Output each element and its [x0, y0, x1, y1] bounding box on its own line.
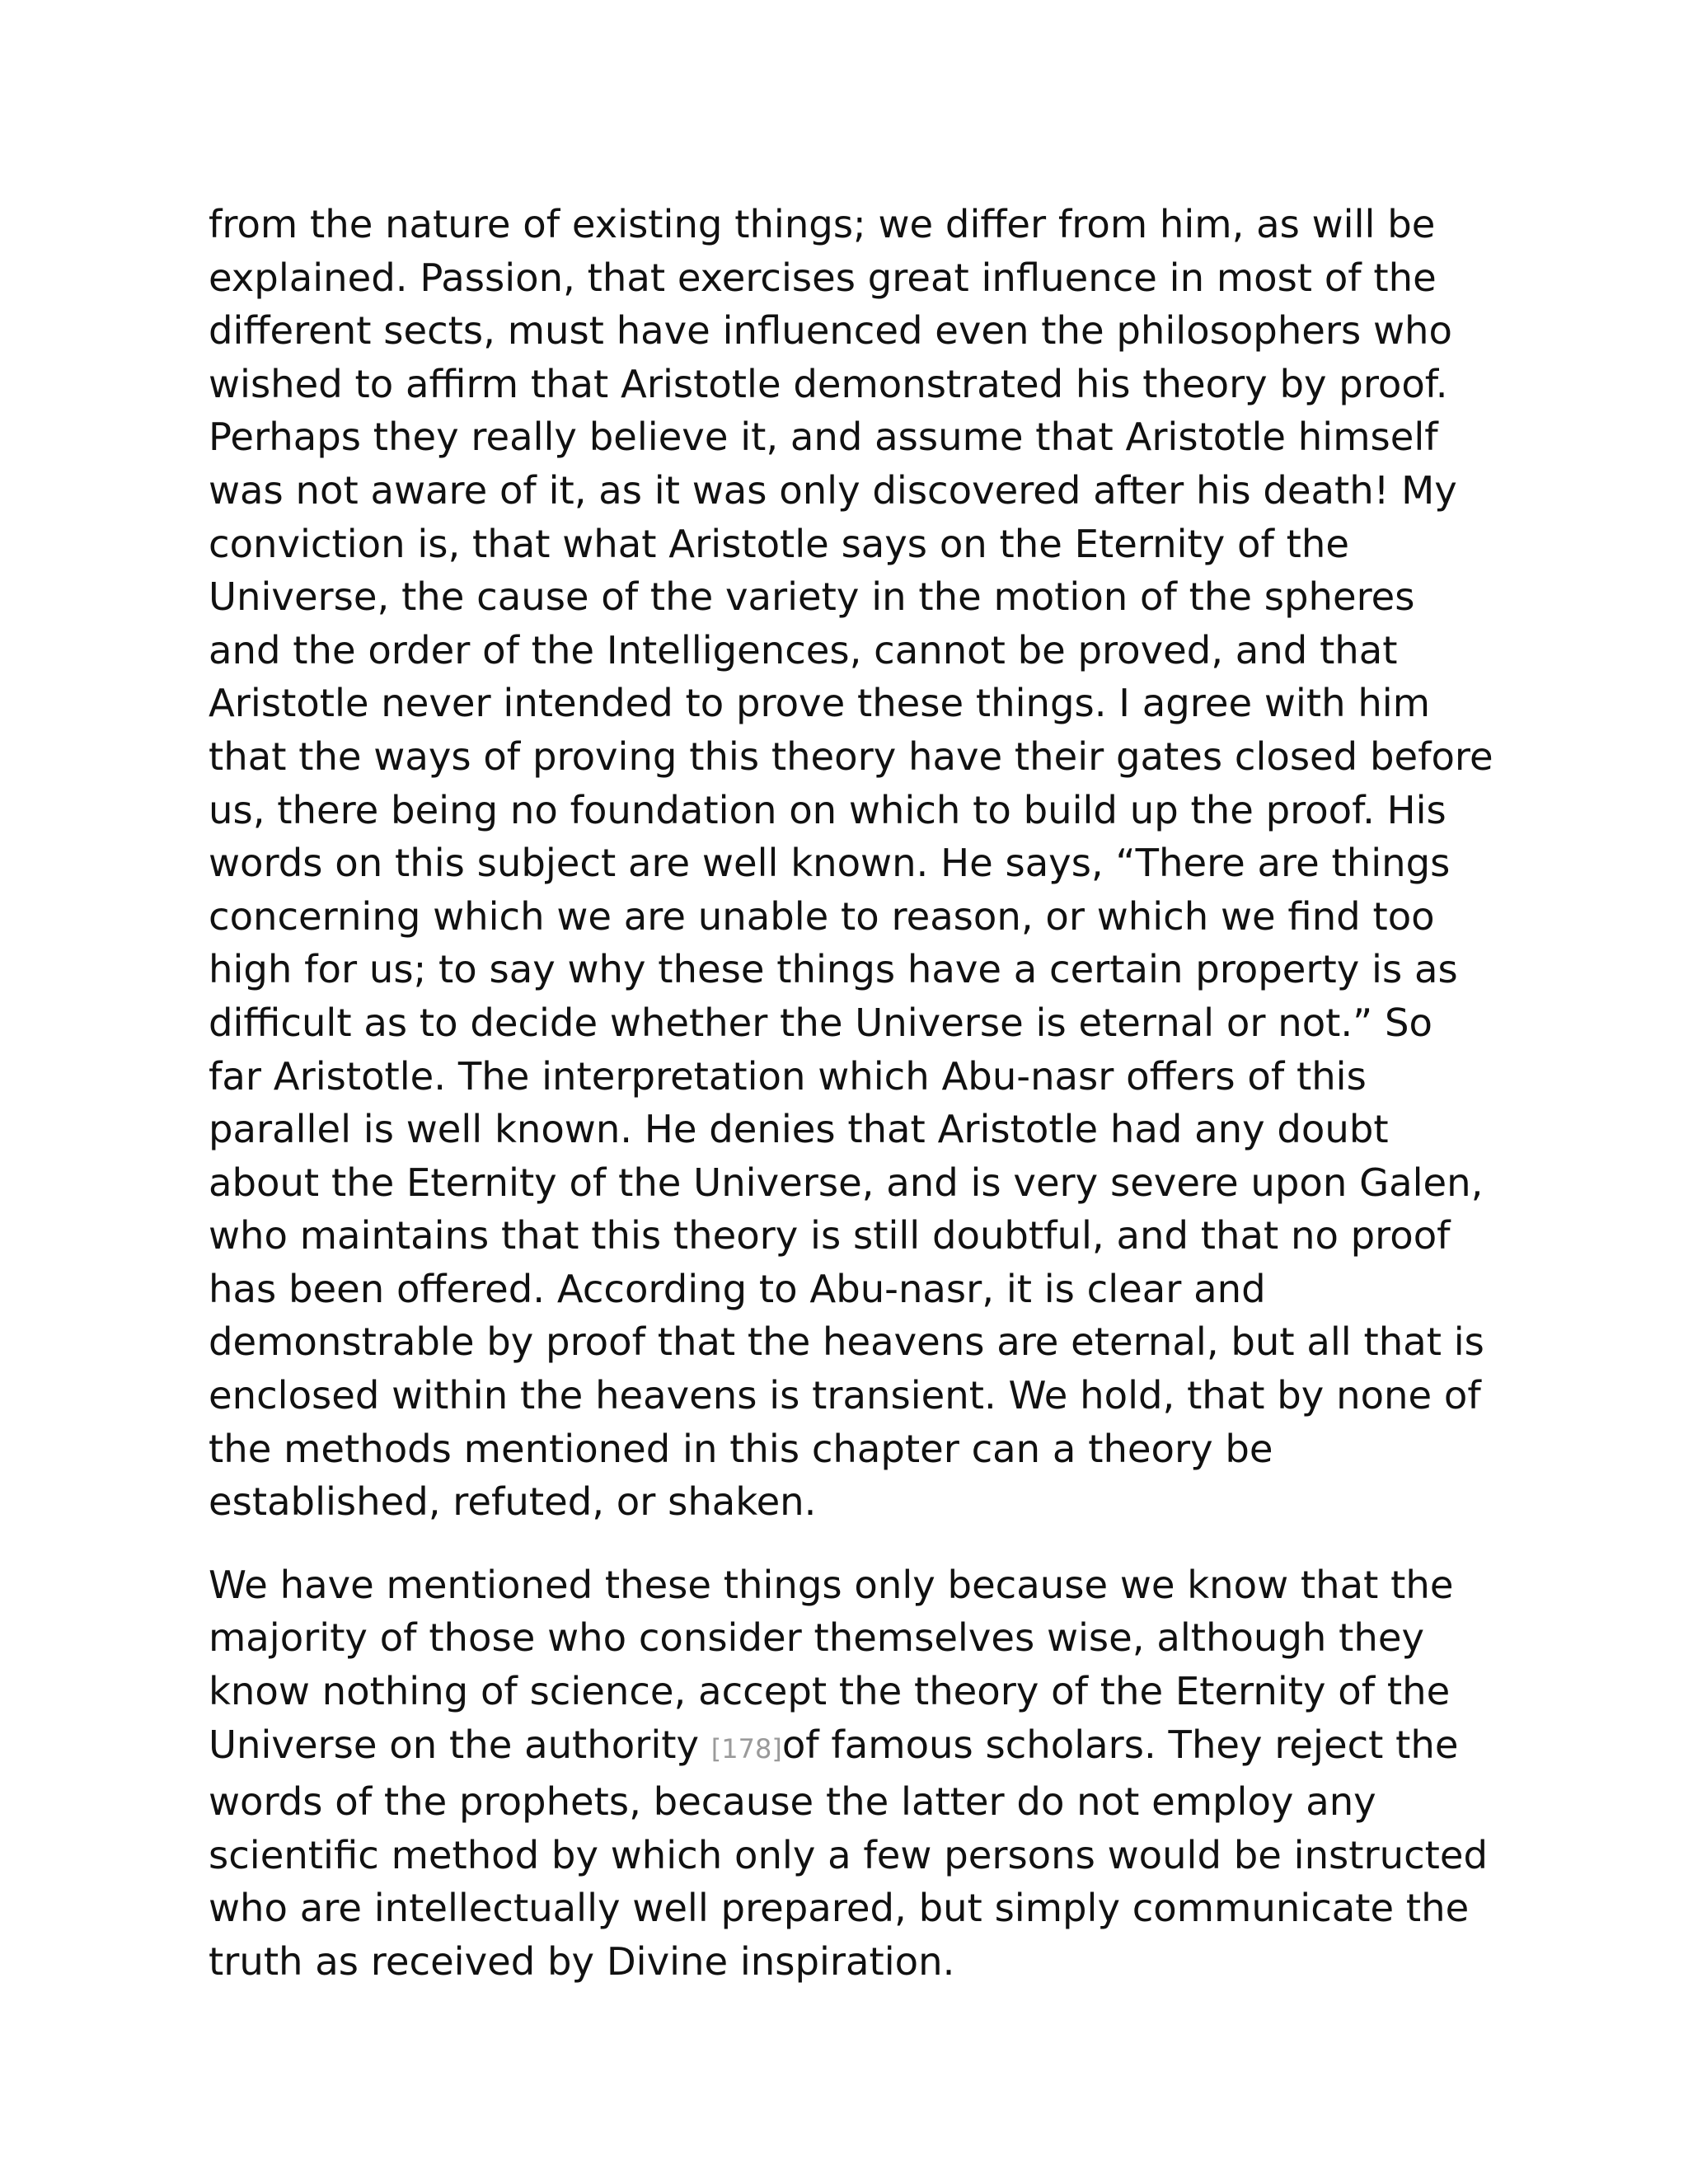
paragraph-1: from the nature of existing things; we differ from him, as will be explained. Passion, that exercises great influence in most of the different sects, must have influenced even the philosophers who wished to affirm that Aristotle demonstrated his theory by proof. Perhaps they really believe it, and assume that Aristotle himself was not aware of it, as it was only discovered after his death! My conviction is, that what Aristotle says on the Eternity of the Universe, the cause of the variety in the motion of the spheres and the order of the Intelligences, cannot be proved, and that Aristotle never intended to prove these things. I agree with him that the ways of proving this theory have their gates closed before us, there being no foundation on which to build up the proof. His words on this subject are well known. He says, “There are things concerning which we are unable to reason, or which we find too high for us; to say why these things have a certain property is as difficult as to decide whether the Universe is eternal or not.” So far Aristotle. The interpretation which Abu-nasr offers of this parallel is well known. He denies that Aristotle had any doubt about the Eternity of the Universe, and is very severe upon Galen, who maintains that this theory is still doubtful, and that no proof has been offered. According to Abu-nasr, it is clear and demonstrable by proof that the heavens are eternal, but all that is enclosed within the heavens is transient. We hold, that by none of the methods mentioned in this chapter can a theory be established, refuted, or shaken.: [209, 202, 1493, 1525]
paragraph-2: [209, 1558, 1494, 1989]
paragraph-2-text-before: We have mentioned these things only because we know that the majority of those who consider themselves wise, although they know nothing of science, accept the theory of the Eternity of the Universe on the authority: [209, 1562, 1454, 1767]
page-number-marker: [178]: [710, 1732, 782, 1765]
document-page: [209, 198, 1494, 1989]
paragraph-2-text-after: of famous scholars. They reject the words of the prophets, because the latter do not employ any scientific method by which only a few persons would be instructed who are intellectually well prepared, but simply communicate the truth as received by Divine inspiration.: [209, 1722, 1489, 1984]
